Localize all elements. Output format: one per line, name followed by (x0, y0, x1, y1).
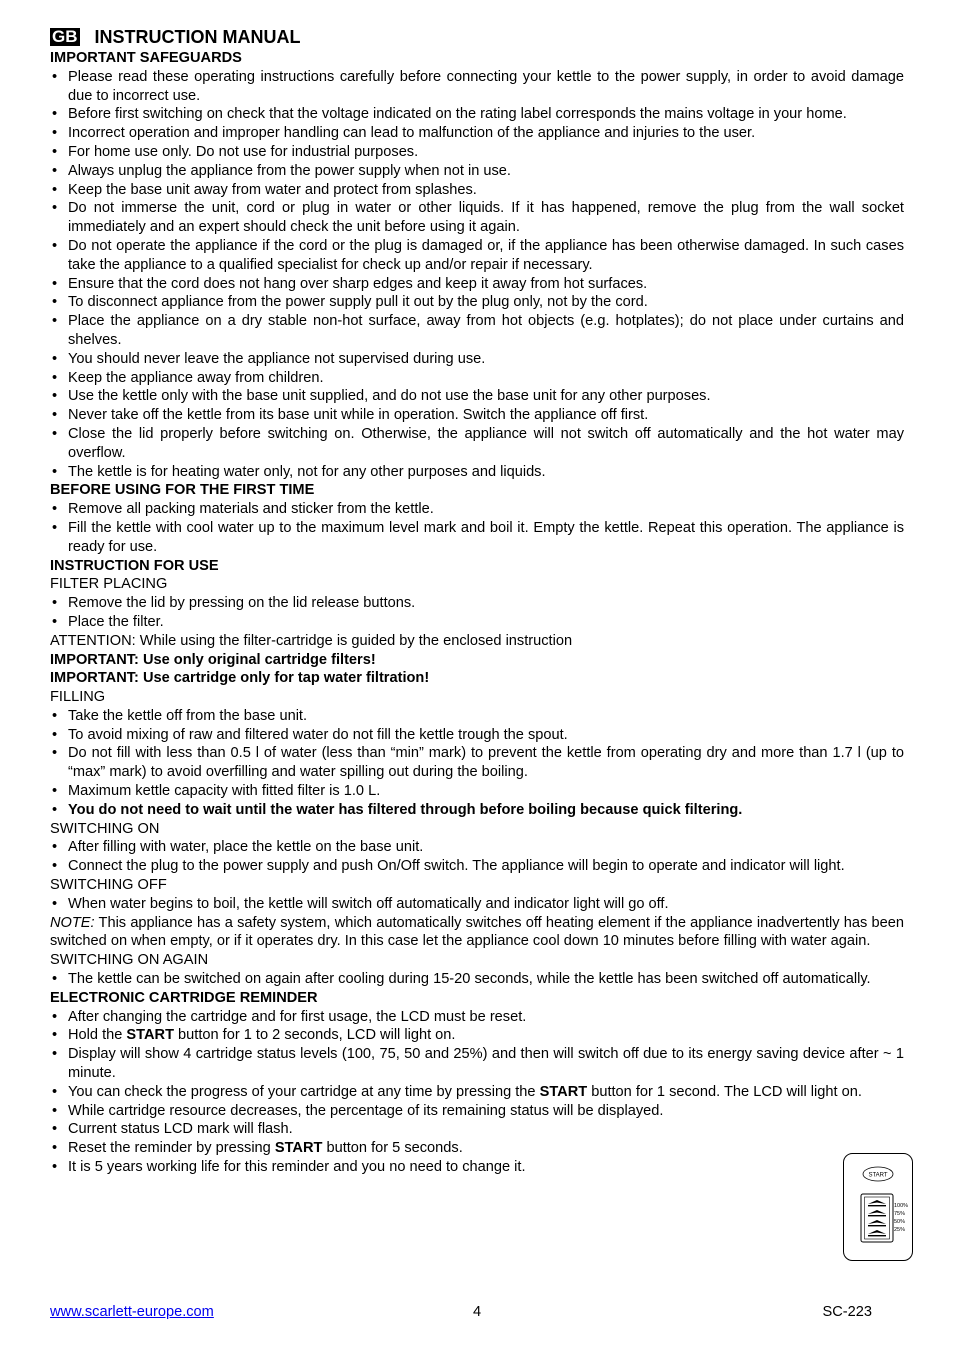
subsection-label: ATTENTION: While using the filter-cartridge is guided by the enclosed instruction (50, 632, 573, 649)
list-item-text: To disconnect appliance from the power supply pull it out by the plug only, not by the cord. (68, 294, 648, 311)
list-item-text: Keep the appliance away from children. (68, 369, 324, 386)
level-label-75: 75% (894, 1211, 906, 1217)
list-item (50, 1083, 904, 1102)
list-item (50, 782, 904, 801)
list-item-text: Never take off the kettle from its base unit while in operation. Switch the appliance off first. (68, 407, 649, 424)
list-item-text: Hold the (68, 1027, 127, 1044)
list-item-bold-text: START (126, 1027, 174, 1044)
list-item (50, 726, 904, 745)
list-item (50, 857, 904, 876)
bullet-list (50, 1008, 904, 1177)
list-item (50, 293, 904, 312)
list-item-text: Keep the base unit away from water and protect from splashes. (68, 181, 477, 198)
list-item-text: Current status LCD mark will flash. (68, 1121, 293, 1138)
list-item (50, 1120, 904, 1139)
list-item-text: button for 1 to 2 seconds, LCD will light on. (173, 1027, 456, 1044)
list-item-text: Close the lid properly before switching on. Otherwise, the appliance will not switch off automatically and the hot water may overflow. (68, 425, 904, 461)
lcd-reminder-illustration (842, 1152, 914, 1262)
start-button-label: START (868, 1172, 888, 1179)
subsection-label: SWITCHING OFF (50, 877, 167, 894)
subsection-label: SWITCHING ON AGAIN (50, 952, 209, 969)
list-item (50, 68, 904, 106)
list-item (50, 124, 904, 143)
list-item (50, 199, 904, 237)
manual-content (50, 49, 904, 1177)
list-item (50, 594, 904, 613)
subsection-label: SWITCHING ON (50, 820, 160, 837)
list-item-text: Reset the reminder by pressing (68, 1140, 275, 1157)
list-item-text: Do not operate the appliance if the cord or the plug is damaged or, if the appliance has been otherwise damaged. In such cases take the appliance to a qualified specialist for check up and/or repair if necessary. (68, 237, 904, 273)
level-label-50: 50% (894, 1219, 906, 1225)
list-item-bold-text: You do not need to wait until the water has filtered through before boiling because quick filtering. (68, 801, 743, 818)
list-item (50, 237, 904, 275)
list-item-text: Remove all packing materials and sticker from the kettle. (68, 501, 434, 518)
list-item (50, 1045, 904, 1083)
list-item (50, 1139, 904, 1158)
list-item-text: Always unplug the appliance from the power supply when not in use. (68, 162, 511, 179)
title-row (50, 26, 904, 48)
bullet-list (50, 594, 904, 632)
list-item (50, 500, 904, 519)
list-item (50, 1158, 904, 1177)
list-item (50, 162, 904, 181)
list-item (50, 707, 904, 726)
list-item-text: button for 5 seconds. (322, 1140, 463, 1157)
bullet-list (50, 500, 904, 556)
list-item (50, 1102, 904, 1121)
section-heading: IMPORTANT: Use cartridge only for tap water filtration! (50, 670, 430, 687)
list-item-text: Please read these operating instructions carefully before connecting your kettle to the power supply, in order to avoid damage due to incorrect use. (68, 68, 904, 104)
list-item-bold-text: START (274, 1140, 323, 1157)
list-item (50, 181, 904, 200)
list-item (50, 312, 904, 350)
list-item-bold-text: START (539, 1083, 588, 1100)
list-item (50, 838, 904, 857)
list-item-text: Incorrect operation and improper handling can lead to malfunction of the appliance and injuries to the user. (68, 125, 756, 142)
list-item-text: The kettle can be switched on again after cooling during 15-20 seconds, while the kettle has been switched off automatically. (68, 971, 871, 988)
section-heading: INSTRUCTION FOR USE (50, 557, 219, 574)
note-text: This appliance has a safety system, which automatically switches off heating element if the appliance inadvertently has been switched on when empty, or if it operates dry. In this case let the appliance cool down 10 minutes before filling with water again. (50, 914, 904, 950)
subsection-label: FILLING (50, 689, 106, 706)
list-item-text: Fill the kettle with cool water up to the maximum level mark and boil it. Empty the kettle. Repeat this operation. The appliance is ready for use. (68, 519, 904, 555)
section-heading: ELECTRONIC CARTRIDGE REMINDER (50, 989, 318, 1006)
list-item (50, 801, 904, 820)
list-item-text: Take the kettle off from the base unit. (68, 707, 308, 724)
list-item-text: You can check the progress of your cartridge at any time by pressing the (68, 1083, 540, 1100)
list-item (50, 519, 904, 557)
list-item-text: You should never leave the appliance not supervised during use. (68, 350, 486, 367)
list-item-text: After filling with water, place the kettle on the base unit. (68, 839, 424, 856)
list-item (50, 105, 904, 124)
page-title: INSTRUCTION MANUAL (94, 27, 301, 47)
level-label-100: 100% (894, 1203, 909, 1209)
list-item-text: Before first switching on check that the voltage indicated on the rating label corresponds the mains voltage in your home. (68, 106, 847, 123)
manual-page (50, 26, 904, 1177)
list-item (50, 275, 904, 294)
bullet-list (50, 970, 904, 989)
section-heading: IMPORTANT SAFEGUARDS (50, 50, 242, 66)
list-item (50, 369, 904, 388)
section-heading: IMPORTANT: Use only original cartridge filters! (50, 651, 376, 668)
note-label: NOTE: (50, 914, 95, 931)
list-item (50, 406, 904, 425)
list-item (50, 744, 904, 782)
list-item-text: Maximum kettle capacity with fitted filter is 1.0 L. (68, 783, 381, 800)
subsection-label: FILTER PLACING (50, 576, 168, 593)
list-item-text: The kettle is for heating water only, not for any other purposes and liquids. (68, 463, 546, 480)
page-number: 4 (473, 1304, 482, 1320)
list-item (50, 613, 904, 632)
list-item-text: Remove the lid by pressing on the lid release buttons. (68, 595, 416, 612)
list-item-text: After changing the cartridge and for first usage, the LCD must be reset. (68, 1008, 527, 1025)
list-item-text: Display will show 4 cartridge status levels (100, 75, 50 and 25%) and then will switch off due to its energy saving device after ~ 1 minute. (68, 1046, 904, 1082)
list-item-text: It is 5 years working life for this reminder and you no need to change it. (68, 1159, 526, 1176)
list-item-text: To avoid mixing of raw and filtered water do not fill the kettle trough the spout. (68, 726, 568, 743)
list-item-text: For home use only. Do not use for industrial purposes. (68, 143, 419, 160)
list-item (50, 387, 904, 406)
list-item (50, 1008, 904, 1027)
language-badge: GB (52, 27, 78, 46)
list-item-text: Do not immerse the unit, cord or plug in water or other liquids. If it has happened, remove the plug from the wall socket immediately and an expert should check the unit before using it again. (68, 200, 904, 236)
bullet-list (50, 707, 904, 820)
list-item-text: button for 1 second. The LCD will light on. (587, 1083, 862, 1100)
list-item (50, 895, 904, 914)
bullet-list (50, 895, 904, 914)
bullet-list (50, 68, 904, 482)
list-item (50, 970, 904, 989)
note-paragraph (50, 914, 904, 952)
list-item-text: Do not fill with less than 0.5 l of water (less than “min” mark) to prevent the kettle from operating dry and more than 1.7 l (up to “max” mark) to avoid overfilling and water spilling out during the boiling. (68, 745, 904, 781)
level-label-25: 25% (894, 1227, 906, 1233)
list-item-text: Place the filter. (68, 613, 164, 630)
website-link[interactable]: www.scarlett-europe.com (50, 1304, 214, 1320)
list-item (50, 425, 904, 463)
list-item-text: Connect the plug to the power supply and push On/Off switch. The appliance will begin to operate and indicator will light. (68, 858, 845, 875)
list-item (50, 463, 904, 482)
list-item-text: While cartridge resource decreases, the percentage of its remaining status will be displayed. (68, 1102, 664, 1119)
model-number: SC-223 (822, 1304, 872, 1320)
bullet-list (50, 838, 904, 876)
list-item (50, 350, 904, 369)
section-heading: BEFORE USING FOR THE FIRST TIME (50, 482, 315, 499)
list-item (50, 143, 904, 162)
list-item (50, 1026, 904, 1045)
list-item-text: Use the kettle only with the base unit supplied, and do not use the base unit for any other purposes. (68, 388, 711, 405)
list-item-text: Place the appliance on a dry stable non-hot surface, away from hot objects (e.g. hotplates); do not place under curtains and shelves. (68, 313, 904, 348)
list-item-text: Ensure that the cord does not hang over sharp edges and keep it away from hot surfaces. (68, 275, 648, 292)
list-item-text: When water begins to boil, the kettle will switch off automatically and indicator light will go off. (68, 895, 669, 912)
